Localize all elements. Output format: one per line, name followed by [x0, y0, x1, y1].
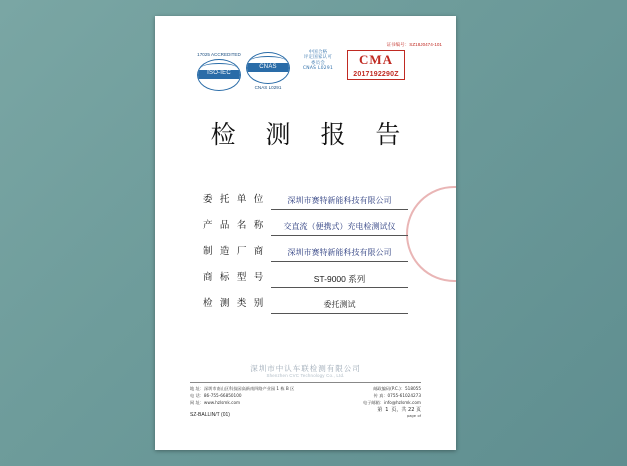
- page-current: 1: [385, 407, 389, 413]
- document-code: SZ-BALLIN/T (01): [190, 412, 230, 418]
- page-total: 22: [408, 407, 415, 413]
- cnas-cn-line2: 评定国家认可: [303, 55, 333, 61]
- field-label-product-name: 产 品 名 称: [203, 220, 266, 231]
- page-title: 检 测 报 告: [210, 120, 412, 149]
- field-label-client: 委 托 单 位: [203, 194, 266, 205]
- footer-contact-left: [190, 385, 294, 406]
- field-value-product-name: 交直流（便携式）充电检测试仪: [283, 222, 396, 231]
- page-number: [377, 407, 421, 419]
- field-value-client: 深圳市赛特新能科技有限公司: [287, 196, 392, 205]
- field-row-product-name: [203, 210, 408, 236]
- footer-fax: 传 真：0755-61024273: [373, 393, 421, 398]
- field-value-product-name-wrap: [271, 221, 408, 236]
- red-stamp-arc-decoration: [406, 186, 456, 282]
- field-value-manufacturer: 深圳市赛特新能科技有限公司: [287, 248, 392, 257]
- cnas-logo-text: CNAS: [259, 63, 277, 70]
- page-of-cn: 页，共: [391, 407, 407, 413]
- field-row-manufacturer: [203, 236, 408, 262]
- report-fields: [203, 184, 408, 314]
- field-row-test-category: [203, 288, 408, 314]
- field-value-manufacturer-wrap: [271, 247, 408, 262]
- cnas-isoiec-logo-mark: [197, 59, 241, 91]
- footer-email: 电子邮箱：info@hzlsmk.com: [363, 400, 421, 405]
- field-label-test-category: 检 测 类 别: [203, 298, 266, 309]
- page-unit: 页: [415, 407, 421, 413]
- cma-logo: [345, 50, 407, 80]
- field-value-model: ST-9000 系列: [313, 274, 366, 284]
- field-value-test-category-wrap: [271, 299, 408, 314]
- cnas-cn-line4: CNAS L0291: [302, 66, 334, 72]
- cma-logo-box: [347, 50, 405, 80]
- cnas-logo: [245, 52, 291, 91]
- accreditation-logo-row: [155, 50, 456, 94]
- page-of-en: of: [417, 414, 421, 418]
- field-value-client-wrap: [271, 195, 408, 210]
- footer-divider: [190, 382, 421, 383]
- footer-company-name-cn: 深圳市中认车联检测有限公司: [250, 364, 361, 373]
- cnas-isoiec-logo-text: ISO-IEC: [207, 70, 231, 76]
- cnas-logo-mark: [246, 52, 290, 84]
- footer-contact-right: [363, 385, 421, 406]
- cma-logo-text: CMA: [358, 52, 394, 67]
- cnas-cn-line1: 中国合格: [308, 50, 328, 55]
- footer-website: 网 址：www.hzlsmk.com: [190, 400, 241, 405]
- footer-postcode: 邮政编码(P.C.)：518055: [373, 386, 421, 391]
- cnas-logo-caption: CNAS L0291: [254, 85, 282, 90]
- cnas-isoiec-logo: [197, 52, 241, 91]
- certificate-number: 证书编号：SZ18J0474-101: [386, 42, 442, 47]
- field-value-test-category: 委托测试: [323, 300, 356, 309]
- footer-contact-block: [190, 385, 421, 406]
- field-row-model: [203, 262, 408, 288]
- field-label-manufacturer: 制 造 厂 商: [203, 246, 266, 257]
- cnas-isoiec-logo-top-caption: 17025 ACCREDITED: [197, 52, 241, 57]
- footer-company-name-en: Shenzhen CVC Technology Co., Ltd.: [266, 373, 345, 378]
- field-label-model: 商 标 型 号: [203, 272, 266, 283]
- cma-logo-number: 2017192290Z: [353, 71, 399, 78]
- page-label-en: page: [406, 414, 416, 418]
- field-value-model-wrap: [271, 273, 408, 288]
- cnas-cn-line3: 委员会: [310, 60, 326, 66]
- cnas-cn-text-logo: [295, 50, 341, 72]
- field-row-client: [203, 184, 408, 210]
- report-page: [155, 16, 456, 450]
- footer-phone: 电 话：86-755-66850100: [190, 393, 242, 398]
- footer-address: 地 址：深圳市南山区科技园高新南四路产业园 1 栋 B 区: [190, 386, 295, 391]
- page-label-cn: 第: [377, 407, 383, 413]
